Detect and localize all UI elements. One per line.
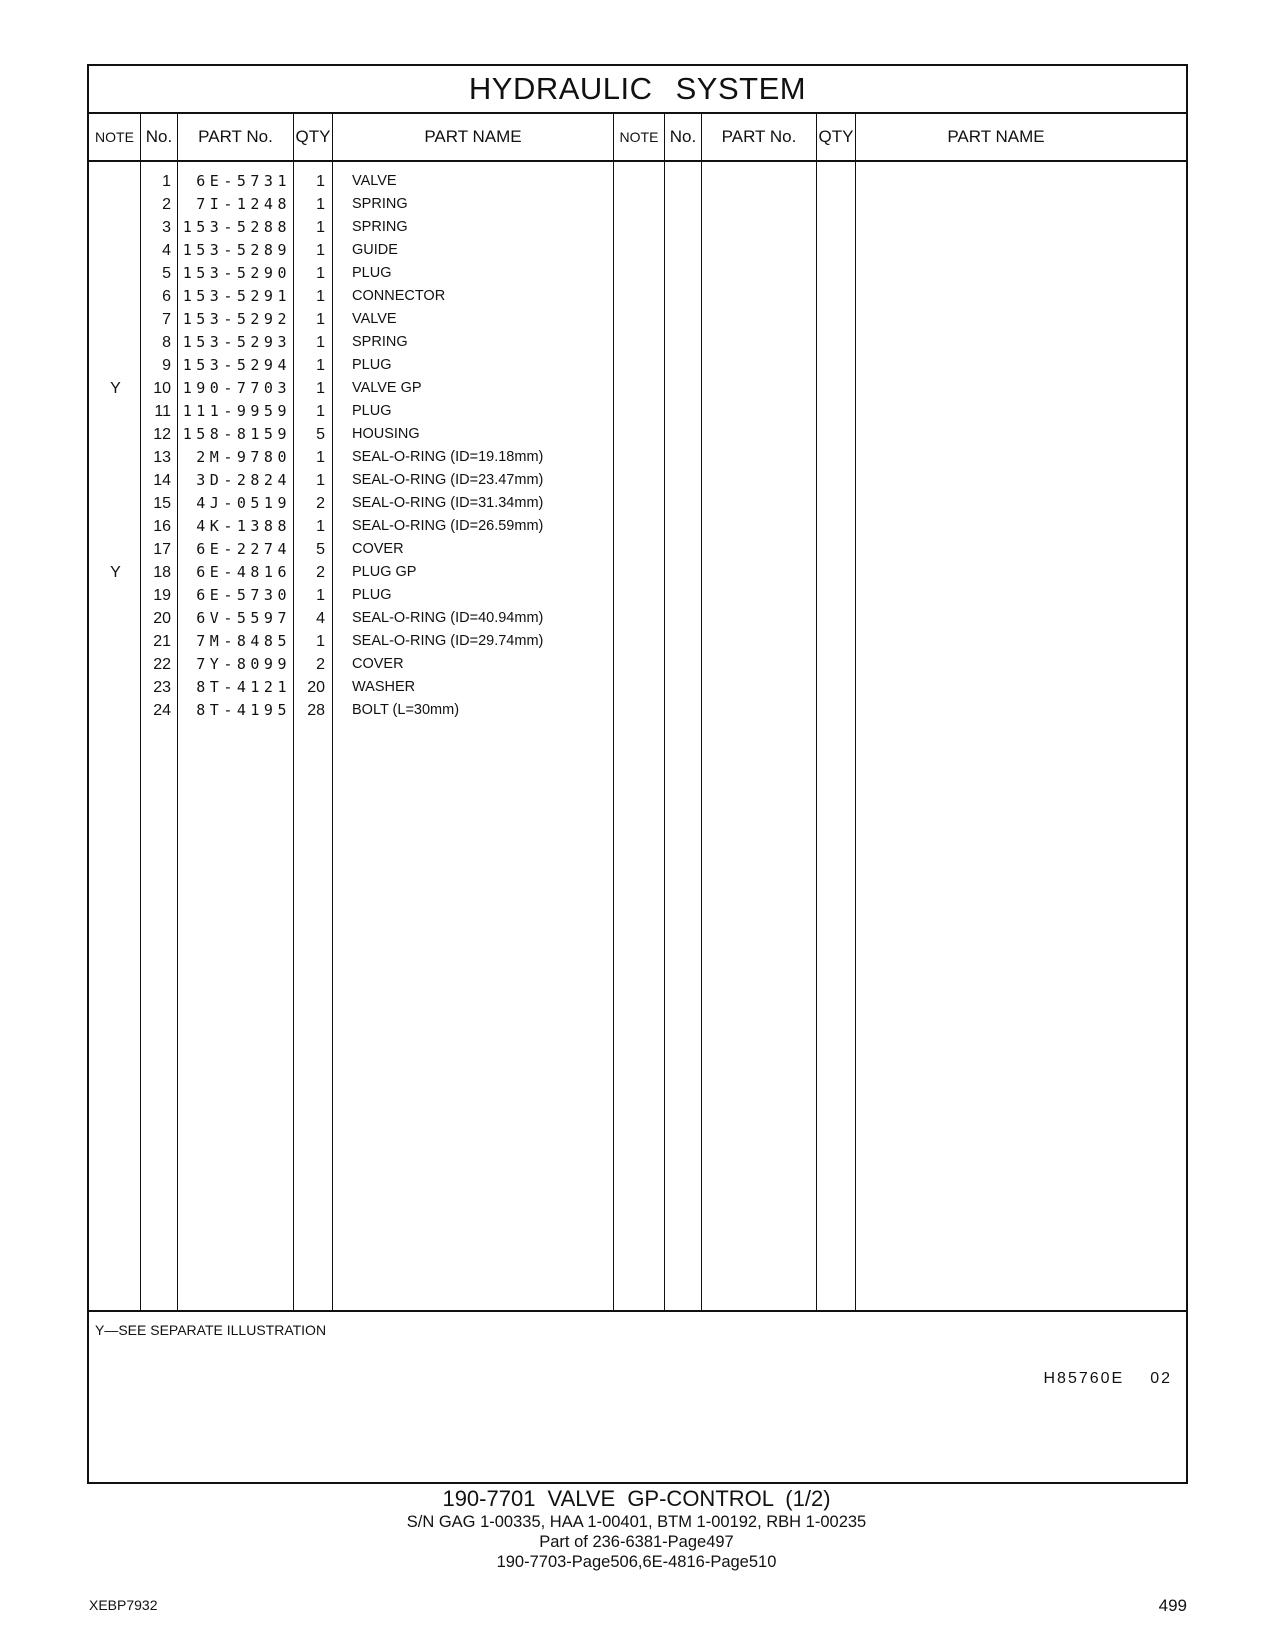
- table-row: [89, 331, 1186, 354]
- table-row: [89, 308, 1186, 331]
- table-row: [89, 607, 1186, 630]
- table-row: [89, 676, 1186, 699]
- footnote: Y—SEE SEPARATE ILLUSTRATION: [95, 1322, 327, 1338]
- row-quantity: 1: [316, 173, 325, 190]
- row-quantity: 4: [316, 610, 325, 627]
- row-quantity: 2: [316, 495, 325, 512]
- row-part-number: 8T-4195: [196, 701, 291, 719]
- table-row: [89, 239, 1186, 262]
- header-note-right: NOTE: [619, 129, 659, 145]
- row-number: 19: [153, 587, 171, 604]
- row-number: 4: [162, 242, 171, 259]
- header-no-left: No.: [145, 127, 173, 146]
- caption-serials: S/N GAG 1-00335, HAA 1-00401, BTM 1-00192, RBH 1-00235: [406, 1513, 867, 1531]
- section-title: HYDRAULIC SYSTEM: [89, 66, 1186, 114]
- table-row: [89, 446, 1186, 469]
- row-part-number: 7Y-8099: [196, 655, 291, 673]
- table-row: [89, 400, 1186, 423]
- row-part-name: SPRING: [352, 196, 408, 212]
- row-number: 7: [162, 311, 171, 328]
- row-part-name: SEAL-O-RING (ID=31.34mm): [352, 495, 544, 511]
- row-quantity: 1: [316, 311, 325, 328]
- row-part-number: 153-5289: [182, 241, 291, 259]
- row-number: 17: [153, 541, 171, 558]
- row-part-number: 6E-2274: [196, 540, 291, 558]
- footer-divider: [89, 1310, 1186, 1312]
- row-number: 23: [153, 679, 171, 696]
- table-row: [89, 170, 1186, 193]
- row-quantity: 2: [316, 564, 325, 581]
- row-quantity: 5: [316, 426, 325, 443]
- row-part-name: BOLT (L=30mm): [352, 702, 460, 718]
- header-no-right: No.: [669, 127, 697, 146]
- illustration-code-text: H85760E: [1043, 1370, 1125, 1387]
- row-part-name: SPRING: [352, 334, 408, 350]
- row-part-name: SEAL-O-RING (ID=29.74mm): [352, 633, 544, 649]
- row-number: 24: [153, 702, 171, 719]
- header-part-no-right: PART No.: [721, 127, 797, 146]
- table-row: [89, 561, 1186, 584]
- row-part-number: 2M-9780: [196, 448, 291, 466]
- row-number: 15: [153, 495, 171, 512]
- row-part-name: SEAL-O-RING (ID=40.94mm): [352, 610, 544, 626]
- row-quantity: 1: [316, 196, 325, 213]
- row-part-number: 4K-1388: [196, 517, 291, 535]
- row-part-number: 7I-1248: [196, 195, 291, 213]
- row-part-number: 153-5293: [182, 333, 291, 351]
- row-part-number: 153-5290: [182, 264, 291, 282]
- row-part-number: 153-5288: [182, 218, 291, 236]
- row-quantity: 5: [316, 541, 325, 558]
- parts-table-frame: [87, 64, 1188, 1484]
- table-row: [89, 584, 1186, 607]
- header-part-no-left: PART No.: [198, 127, 273, 146]
- row-part-name: VALVE: [352, 173, 397, 189]
- row-part-name: PLUG: [352, 357, 392, 373]
- row-part-number: 8T-4121: [196, 678, 291, 696]
- row-part-name: SEAL-O-RING (ID=19.18mm): [352, 449, 544, 465]
- row-number: 5: [162, 265, 171, 282]
- row-part-name: GUIDE: [352, 242, 398, 258]
- row-part-number: 6E-4816: [196, 563, 291, 581]
- table-row: [89, 377, 1186, 400]
- caption-references: 190-7703-Page506,6E-4816-Page510: [496, 1553, 777, 1571]
- row-quantity: 1: [316, 403, 325, 420]
- header-qty-right: QTY: [818, 127, 854, 146]
- row-number: 3: [162, 219, 171, 236]
- row-note: Y: [110, 564, 121, 581]
- row-part-number: 153-5294: [182, 356, 291, 374]
- row-quantity: 1: [316, 357, 325, 374]
- row-number: 11: [154, 403, 171, 420]
- table-row: [89, 469, 1186, 492]
- row-quantity: 1: [316, 380, 325, 397]
- row-part-number: 6E-5730: [196, 586, 291, 604]
- row-part-number: 3D-2824: [196, 471, 291, 489]
- illustration-revision: 02: [1150, 1370, 1172, 1387]
- row-part-name: HOUSING: [352, 426, 420, 442]
- table-row: [89, 285, 1186, 308]
- illustration-code: [1043, 1370, 1172, 1388]
- row-part-number: 153-5292: [182, 310, 291, 328]
- row-number: 1: [162, 173, 171, 190]
- table-row: [89, 492, 1186, 515]
- row-quantity: 1: [316, 472, 325, 489]
- row-part-name: SEAL-O-RING (ID=26.59mm): [352, 518, 544, 534]
- table-row: [89, 630, 1186, 653]
- row-part-name: VALVE GP: [352, 380, 422, 396]
- caption-part-of: Part of 236-6381-Page497: [539, 1533, 734, 1551]
- row-part-number: 7M-8485: [196, 632, 291, 650]
- row-quantity: 1: [316, 219, 325, 236]
- table-row: [89, 216, 1186, 239]
- row-part-number: 111-9959: [182, 402, 291, 420]
- table-row: [89, 193, 1186, 216]
- row-part-name: PLUG: [352, 403, 392, 419]
- row-number: 2: [162, 196, 171, 213]
- row-quantity: 1: [316, 587, 325, 604]
- row-quantity: 1: [316, 633, 325, 650]
- row-number: 6: [162, 288, 171, 305]
- row-part-number: 190-7703: [182, 379, 291, 397]
- row-number: 9: [162, 357, 171, 374]
- header-qty-left: QTY: [295, 127, 331, 146]
- row-part-name: PLUG: [352, 265, 392, 281]
- table-row: [89, 538, 1186, 561]
- header-part-name-left: PART NAME: [424, 127, 522, 146]
- row-part-name: VALVE: [352, 311, 397, 327]
- row-part-name: CONNECTOR: [352, 288, 446, 304]
- table-header-row: [89, 114, 1186, 162]
- row-part-number: 158-8159: [182, 425, 291, 443]
- row-part-number: 6E-5731: [196, 172, 291, 190]
- row-part-name: PLUG GP: [352, 564, 417, 580]
- header-note-left: NOTE: [95, 129, 134, 145]
- row-part-name: COVER: [352, 656, 404, 672]
- row-number: 21: [153, 633, 171, 650]
- row-quantity: 1: [316, 334, 325, 351]
- row-part-name: SPRING: [352, 219, 408, 235]
- table-row: [89, 262, 1186, 285]
- table-row: [89, 699, 1186, 722]
- row-part-number: 6V-5597: [196, 609, 291, 627]
- row-quantity: 28: [307, 702, 325, 719]
- row-part-name: COVER: [352, 541, 404, 557]
- row-number: 18: [153, 564, 171, 581]
- table-row: [89, 423, 1186, 446]
- parts-rows: [89, 170, 1186, 722]
- table-row: [89, 354, 1186, 377]
- document-id: XEBP7932: [89, 1597, 158, 1613]
- row-part-number: 153-5291: [182, 287, 291, 305]
- row-number: 13: [153, 449, 171, 466]
- row-part-number: 4J-0519: [196, 494, 291, 512]
- row-number: 14: [153, 472, 171, 489]
- row-part-name: SEAL-O-RING (ID=23.47mm): [352, 472, 544, 488]
- row-quantity: 1: [316, 288, 325, 305]
- table-row: [89, 653, 1186, 676]
- row-quantity: 20: [307, 679, 325, 696]
- header-part-name-right: PART NAME: [947, 127, 1045, 146]
- row-quantity: 1: [316, 449, 325, 466]
- row-quantity: 1: [316, 265, 325, 282]
- row-part-name: WASHER: [352, 679, 416, 695]
- row-part-name: PLUG: [352, 587, 392, 603]
- table-row: [89, 515, 1186, 538]
- row-number: 10: [153, 380, 171, 397]
- row-number: 20: [153, 610, 171, 627]
- row-number: 8: [162, 334, 171, 351]
- row-number: 22: [153, 656, 171, 673]
- row-number: 12: [153, 426, 171, 443]
- row-note: Y: [110, 380, 121, 397]
- row-number: 16: [153, 518, 171, 535]
- row-quantity: 2: [316, 656, 325, 673]
- page-number: 499: [1158, 1596, 1187, 1615]
- row-quantity: 1: [316, 518, 325, 535]
- caption-title: 190-7701 VALVE GP-CONTROL (1/2): [442, 1486, 831, 1511]
- row-quantity: 1: [316, 242, 325, 259]
